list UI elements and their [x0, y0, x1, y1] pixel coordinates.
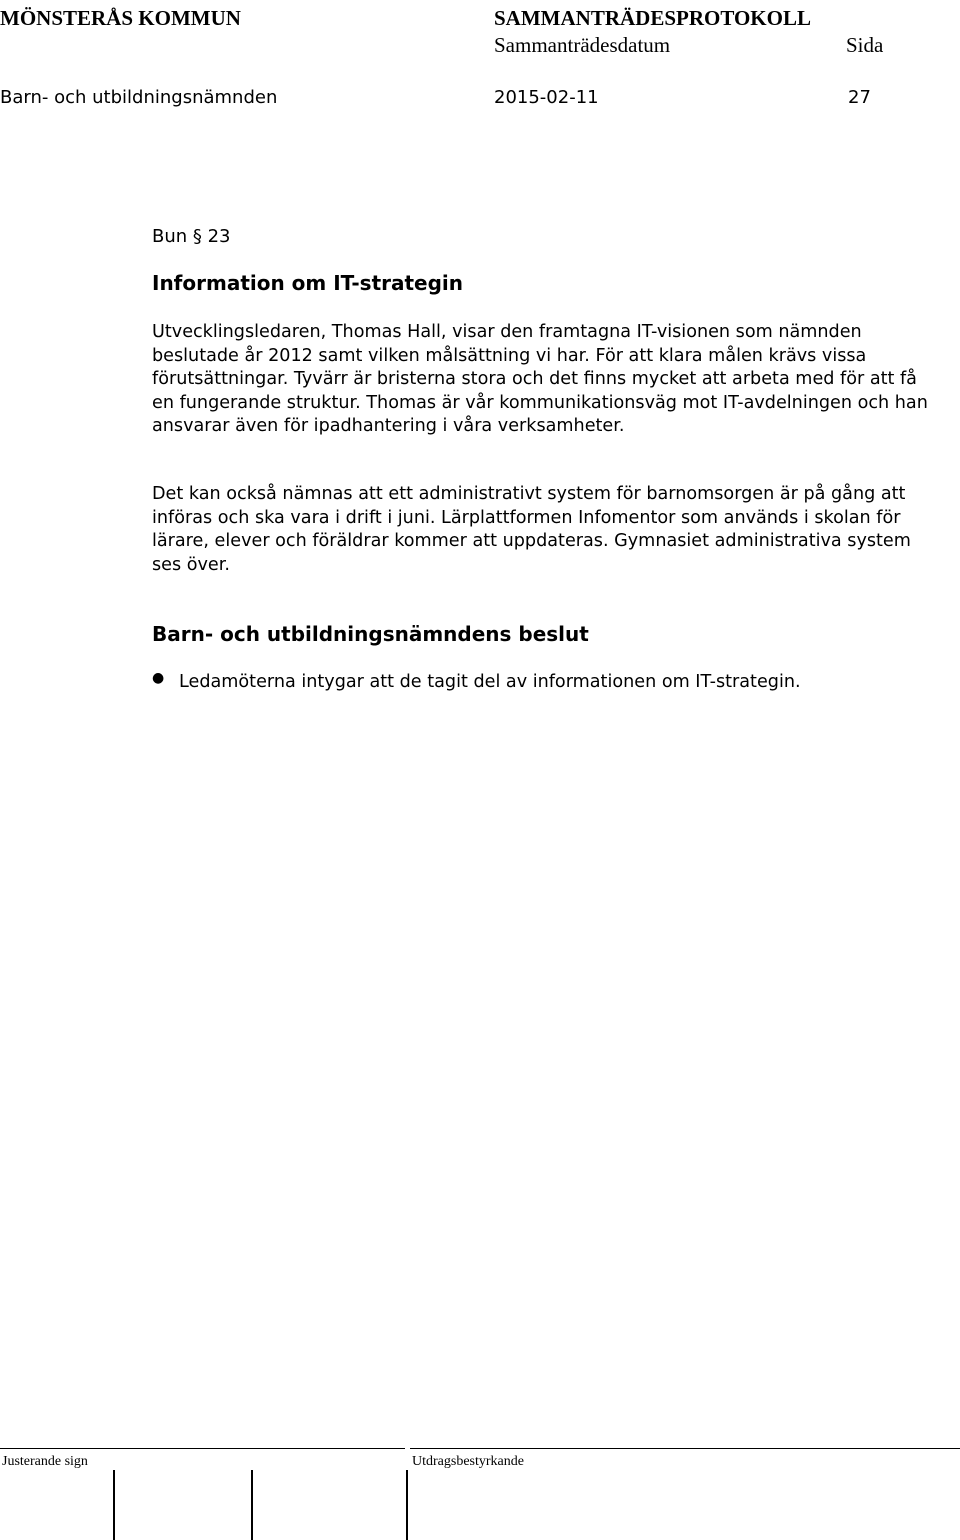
paragraph-1: Utvecklingsledaren, Thomas Hall, visar den framtagna IT-visionen som nämnden beslutade år 2012 samt vilken målsättning vi har. För att klara målen krävs vissa förutsättningar. Tyvärr är bristerna stora och det finns mycket att arbeta med för att få en fungerande struktur. Thomas är vår kommunikationsväg mot IT-avdelningen och han ansvarar även för ipadhantering i våra verksamheter.	[152, 322, 928, 436]
sign-label: Justerande sign	[2, 1454, 88, 1469]
decision-title: Barn- och utbildningsnämndens beslut	[152, 622, 589, 646]
municipality-name: MÖNSTERÅS KOMMUN	[0, 6, 241, 30]
page-label: Sida	[846, 33, 884, 57]
extract-label: Utdragsbestyrkande	[412, 1454, 524, 1469]
signature-box-divider	[406, 1470, 408, 1540]
signature-box-divider	[251, 1470, 253, 1540]
section-title: Information om IT-strategin	[152, 271, 464, 295]
footer-divider-left	[0, 1448, 405, 1449]
paragraph-2: Det kan också nämnas att ett administrativt system för barnomsorgen är på gång att införas och ska vara i drift i juni. Lärplattformen Infomentor som används i skolan för lärare, elever och föräldrar kommer att uppdateras. Gymnasiet administrativa system ses över.	[152, 484, 911, 575]
section-number: Bun § 23	[152, 226, 231, 247]
decision-item: Ledamöterna intygar att de tagit del av informationen om IT-strategin.	[179, 672, 801, 692]
meeting-date-label: Sammanträdesdatum	[494, 33, 671, 57]
meeting-date: 2015-02-11	[494, 87, 599, 108]
page-number: 27	[848, 87, 871, 108]
committee-name: Barn- och utbildningsnämnden	[0, 87, 278, 108]
bullet-icon: ●	[152, 670, 165, 686]
document-type: SAMMANTRÄDESPROTOKOLL	[494, 6, 811, 30]
signature-box-divider	[113, 1470, 115, 1540]
footer-divider-right	[410, 1448, 960, 1449]
